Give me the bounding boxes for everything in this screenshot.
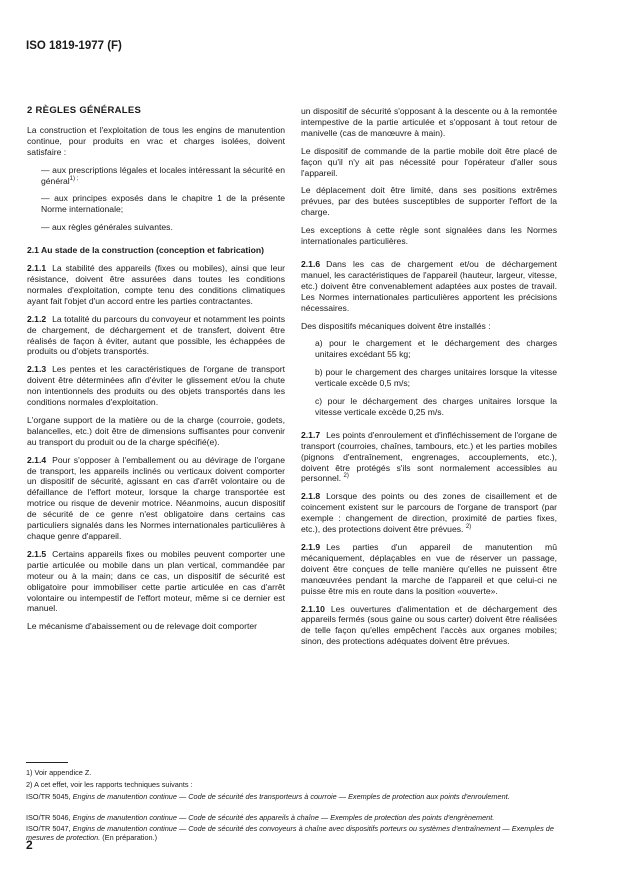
subsection-2-1-title: 2.1 Au stade de la construction (conception et fabrication) [27,245,264,256]
document-id: ISO 1819-1977 (F) [26,40,122,52]
para-text: Pour s'opposer à l'emballement ou au dévirage de l'organe de transport, les appareils inclinés ou verticaux doivent comporter un dispositif de sécurité, agissant en cas d'arrêt volontaire ou de défaillance de l'effort moteur, lorsque la charge transportée est motrice ou risque de devenir motrice. Néanmoins, aucun dispositif de sécurité de ce genre n'est obligatoire dans certains cas particuliers signalés dans les Normes internationales particulières à chaque genre d'appareil. [27,454,285,541]
para-number: 2.1.5 [27,548,47,559]
para-2-1-2 [27,314,285,358]
para-2-1-4 [27,455,285,542]
para-2-1-10 [301,604,557,648]
para-number: 2.1.9 [301,542,321,552]
tr-code: ISO/TR 5045, [26,792,71,801]
para-text: Les parties d'un appareil de manutention mû mécaniquement, déplaçables en vue de réserver un passage, doivent être conçues de telle manière qu'elles ne puissent être manœuvrées pendant la marche de l'appareil et que celui-ci ne puisse être mis en route dans la position «ouverte». [301,542,557,596]
para-2-1-7 [301,430,557,485]
para-2-1-6 [301,259,557,314]
para-text: Lorsque des points ou des zones de cisaillement et de coincement existent sur le parcours de l'organe de transport (par exemple : changement de direction, proximité de parties fixes, etc.), des protections doivent être prévues. [301,491,557,535]
tr-title: Engins de manutention continue — Code de sécurité des convoyeurs à chaîne avec dispositifs porteurs ou systèmes d'entraînement — Exemples de mesures de protection. [26,824,554,842]
para-number: 2.1.6 [301,258,321,269]
para-number: 2.1.8 [301,491,321,502]
para-text: Les ouvertures d'alimentation et de déchargement des appareils fermés (sous gaine ou sous carter) doivent être réalisées de telle façon qu'elles empêchent l'accès aux organes mobiles; sinon, des protections adéquates doivent être prévues. [301,603,557,647]
footnote-ref-2: 2) [465,524,472,531]
para-text: Les points d'enroulement et d'infléchissement de l'organe de transport (courroies, chaînes, tambours, etc.) et les parties mobiles (pignons d'entraînement, engrenages, accouplements, etc.), doivent être protégés s'ils sont normalement accessibles au personnel. [301,429,557,484]
para-number: 2.1.10 [301,603,325,614]
bullet-2: — aux principes exposés dans le chapitre 1 de la présente Norme internationale; [41,193,285,215]
tr-code: ISO/TR 5047, [26,824,71,833]
bullet-1-text: — aux prescriptions légales et locales intéressant la sécurité en général [41,164,285,186]
tr-note: (En préparation.) [102,833,158,842]
para-control-placement: Le dispositif de commande de la partie mobile doit être placé de façon qu'il n'y ait pas nécessité pour l'opérateur d'aller sous l'appareil. [301,145,557,178]
tr-title: Engins de manutention continue — Code de sécurité des appareils à chaîne — Exemples de protection des points d'engrènement. [72,813,495,822]
bullet-3: — aux règles générales suivantes. [41,222,173,233]
list-item-c: c) pour le déchargement des charges unitaires lorsque la vitesse verticale excède 0,25 m/s. [315,396,557,417]
para-number: 2.1.3 [27,364,47,375]
tr-title: Engins de manutention continue — Code de sécurité des transporteurs à courroie — Exemples de protection aux points d'enroulement. [72,792,510,801]
section-2-intro: La construction et l'exploitation de tous les engins de manutention continue, pour produits en vrac et charges isolées, doivent satisfaire : [27,124,285,157]
section-2-title: 2 RÈGLES GÉNÉRALES [27,105,142,116]
list-item-a: a) pour le chargement et le déchargement des charges unitaires excédant 55 kg; [315,338,557,360]
para-2-1-5-cont: Le mécanisme d'abaissement ou de relevage doit comporter [27,621,257,632]
footnote-divider [26,762,68,763]
para-2-1-3-cont: L'organe support de la matière ou de la charge (courroie, godets, balancelles, etc.) doit être de dimensions suffisantes pour convenir au transport du produit ou de la charge spécifié(e). [27,414,285,447]
list-item-b: b) pour le chargement des charges unitaires lorsque la vitesse verticale excède 0,5 m/s; [315,367,557,389]
para-2-1-1 [27,263,285,307]
para-number: 2.1.7 [301,429,321,440]
footnote-ref-1: 1) ; [69,175,79,182]
para-number: 2.1.2 [27,313,47,324]
page-number: 2 [26,838,33,852]
footnote-tr-5047 [26,824,562,842]
para-2-1-5 [27,549,285,614]
para-number: 2.1.4 [27,454,47,465]
left-column [27,106,285,639]
para-2-1-8 [301,491,557,535]
para-text: La totalité du parcours du convoyeur et notamment les points de chargement, de déchargement et de transfert, doivent être réalisés de façon à éviter, autant que possible, les échappées de produits ou d'objets transportés. [27,313,285,357]
para-text: Certains appareils fixes ou mobiles peuvent comporter une partie articulée ou mobile dans un plan vertical, commandée par moteur ou à la main; dans ce cas, un dispositif de sécurité est obligatoire pour immobiliser cette partie articulée en cas d'arrêt volontaire ou intempestif de l'effort moteur, même si ce dernier est manuel. [27,548,285,614]
bullet-1 [41,165,285,187]
para-2-1-9 [301,542,557,597]
footnote-2: 2) A cet effet, voir les rapports techniques suivants : [26,780,193,789]
tr-code: ISO/TR 5046, [26,813,71,822]
para-2-1-5-continuation: un dispositif de sécurité s'opposant à la descente ou à la remontée intempestive de la partie articulée et s'opposant à tout retour de manivelle (cas de manœuvre à main). [301,106,557,138]
footnote-ref-2: 2) [343,473,349,480]
para-2-1-3 [27,364,285,408]
para-number: 2.1.1 [27,263,47,274]
para-2-1-6-intro: Des dispositifs mécaniques doivent être installés : [301,320,491,331]
para-text: Dans les cas de chargement et/ou de déchargement manuel, les caractéristiques de l'appareil (hauteur, largeur, vitesse, etc.) doivent être convenablement adaptées aux postes de travail. Les Normes internationales particulières apportent les précisions nécessaires. [301,258,557,313]
para-text: Les pentes et les caractéristiques de l'organe de transport doivent être déterminées afin d'éviter le glissement et/ou la chute non intentionnels des produits ou des objets transportés dans les conditions normales d'exploitation. [27,364,285,408]
footnote-1: 1) Voir appendice Z. [26,768,92,777]
para-displacement-limit: Le déplacement doit être limité, dans ses positions extrêmes prévues, par des butées susceptibles de supporter l'effort de la charge. [301,185,557,218]
para-exceptions: Les exceptions à cette règle sont signalées dans les Normes internationales particulières. [301,225,557,247]
footnote-tr-5045 [26,792,562,801]
para-text: La stabilité des appareils (fixes ou mobiles), ainsi que leur résistance, doivent être assurées dans toutes les conditions normales d'exploitation, compte tenu des conditions climatiques ayant fait l'objet d'un accord entre les parties contractantes. [27,263,285,306]
footnote-tr-5046 [26,813,562,822]
right-column [301,106,557,654]
